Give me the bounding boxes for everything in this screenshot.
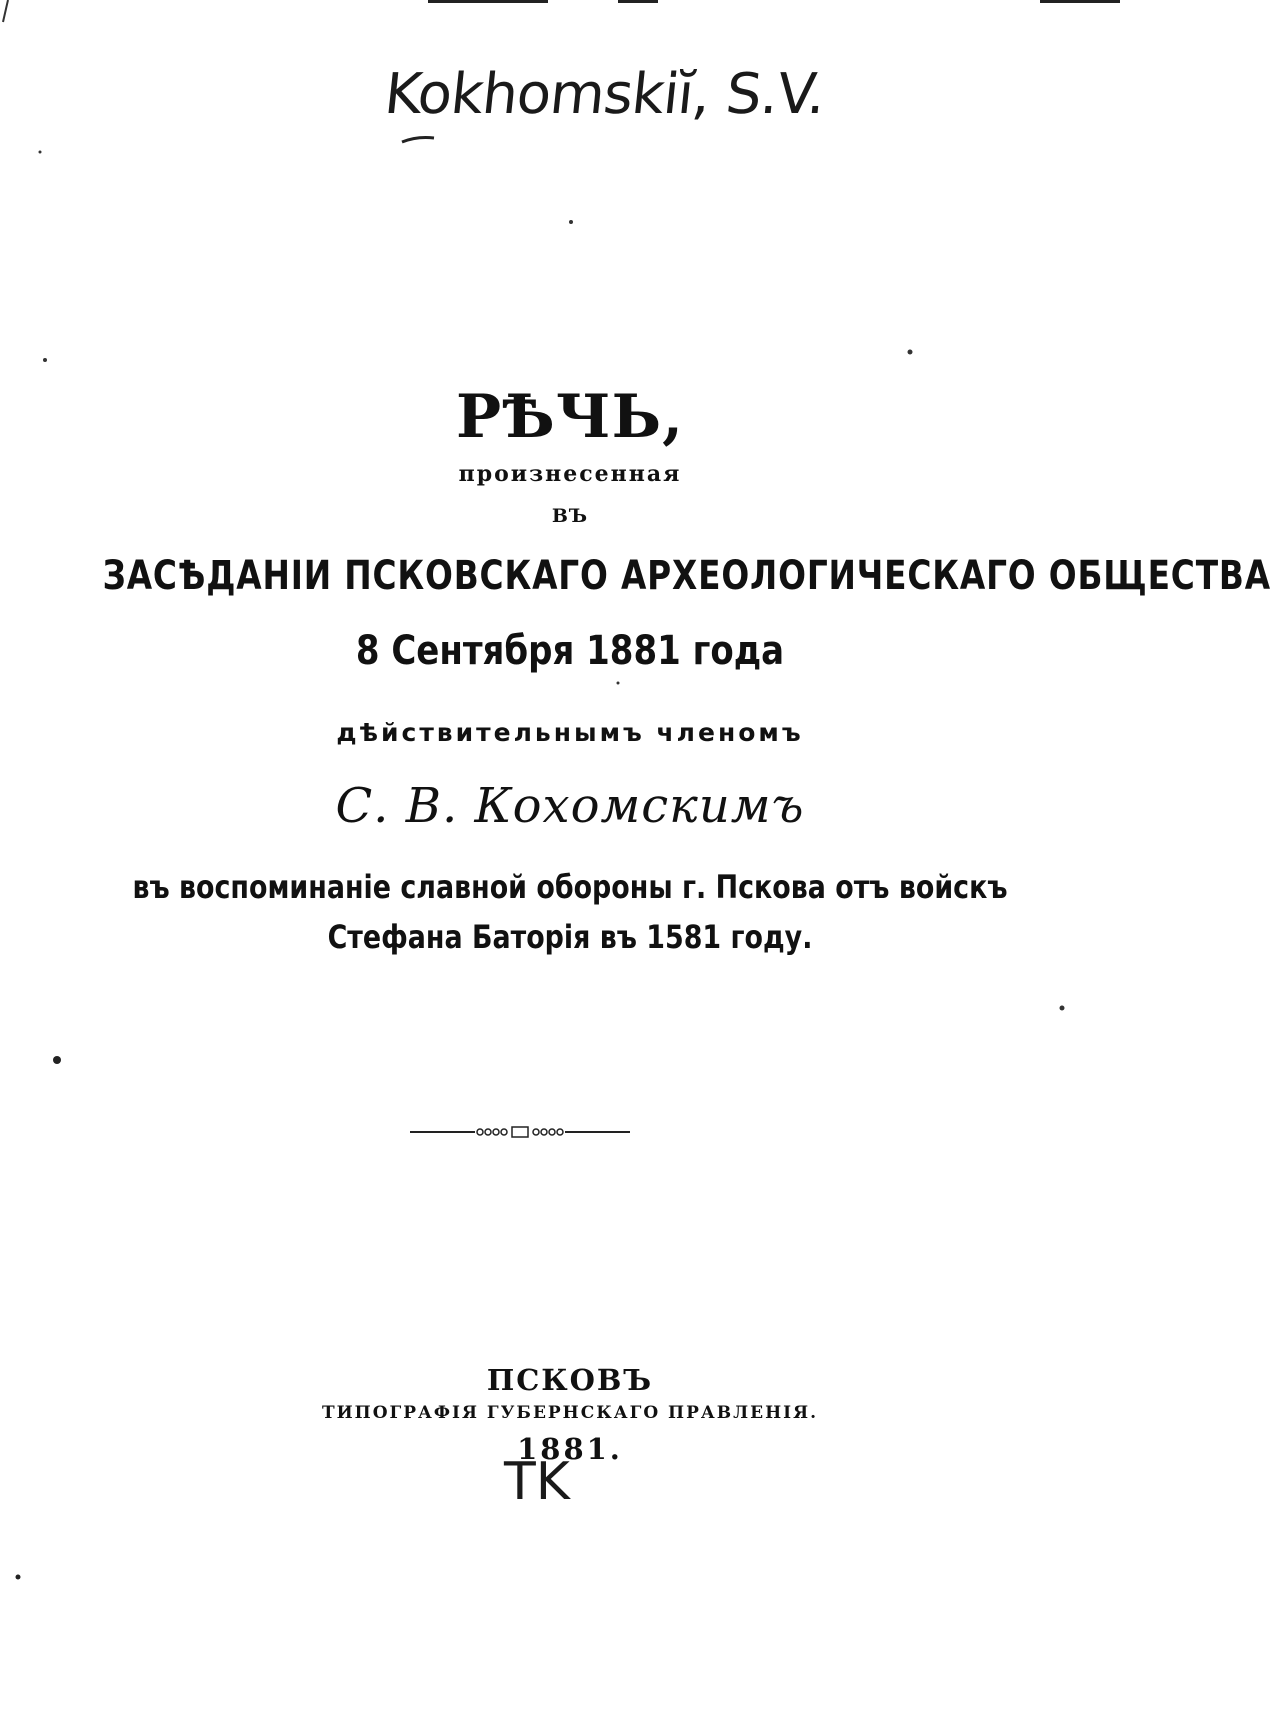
imprint-year: 1881. bbox=[517, 1432, 623, 1466]
title: РѢЧЬ, bbox=[455, 382, 685, 452]
handwritten-author-note: Kokhomskiĭ, S.V. bbox=[381, 62, 828, 127]
handwritten-shelf-mark: TK bbox=[504, 1452, 570, 1512]
underline-stroke bbox=[402, 138, 434, 143]
meeting-date: 8 Сентября 1881 года bbox=[355, 628, 785, 674]
subtitle-in: ВЪ bbox=[551, 505, 589, 527]
subtitle-delivered: произнесенная bbox=[458, 461, 682, 487]
society-name: ЗАСѢДАНІИ ПСКОВСКАГО АРХЕОЛОГИЧЕСКАГО ОБЩЕСТВА bbox=[102, 553, 1271, 599]
author-name: С. В. Кохомскимъ bbox=[335, 778, 805, 834]
commemoration-line-2: Стефана Баторія въ 1581 году. bbox=[327, 918, 813, 956]
imprint-press: ТИПОГРАФІЯ ГУБЕРНСКАГО ПРАВЛЕНІЯ. bbox=[321, 1403, 819, 1423]
commemoration-line-1: въ воспоминаніе славной обороны г. Пскова отъ войскъ bbox=[132, 868, 1008, 906]
imprint-city: ПСКОВЪ bbox=[486, 1363, 654, 1397]
member-designation: дѣйствительнымъ членомъ bbox=[336, 718, 804, 747]
ornament-divider bbox=[410, 1125, 630, 1139]
